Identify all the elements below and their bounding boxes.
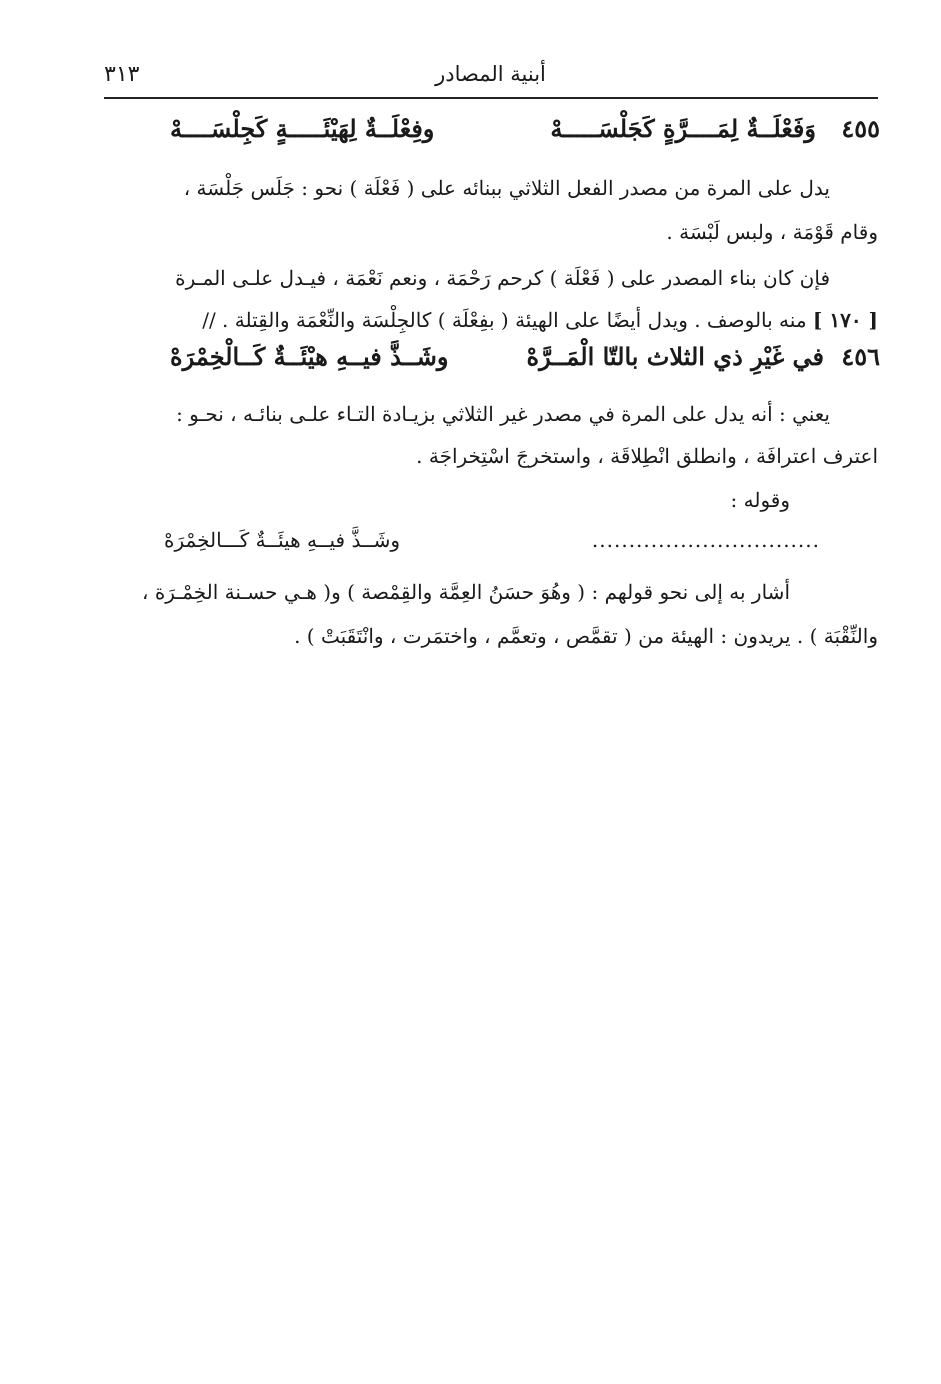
verse-number: ٤٥٥: [841, 114, 880, 143]
running-header: [104, 60, 877, 98]
quoted-hemistich: وشَــذَّ فيــهِ هيئَــةٌ كَـــالخِمْرَهْ: [164, 528, 401, 552]
verse-455: [150, 114, 880, 152]
verse-first-hemistich: وَفَعْلَــةٌ لِمَــــرَّةٍ كَجَلْسَـــــهْ: [550, 114, 816, 143]
verse-456: [150, 342, 880, 380]
para-2-line-2-text: منه بالوصف . ويدل أيضًا على الهيئة ( بفِعْلَة ) كالجِلْسَة والنِّعْمَة والقِتلة . //: [202, 308, 807, 332]
ellipsis-placeholder: ...............................: [591, 528, 820, 552]
para-4-line-2: والنِّقْبَة ) . يريدون : الهيئة من ( تقمَّص ، وتعمَّم ، واختمَرت ، وانْتَقَبَتْ ) .: [294, 624, 878, 648]
para-1-line-2: وقام قَوْمَة ، ولبس لَبْسَة .: [666, 220, 878, 244]
para-2-line-1: فإن كان بناء المصدر على ( فَعْلَة ) كرحم رَحْمَة ، ونعم نَعْمَة ، فيـدل علـى المـرة: [175, 266, 830, 290]
para-3-line-1: يعني : أنه يدل على المرة في مصدر غير الثلاثي بزيـادة التـاء علـى بنائـه ، نحـو :: [176, 402, 830, 426]
para-4-line-1: أشار به إلى نحو قولهم : ( وهُوَ حسَنُ العِمَّة والقِمْصة ) و( هـي حسـنة الخِمْـرَة ،: [142, 580, 790, 604]
header-rule: [104, 97, 878, 99]
quoted-verse: [150, 528, 820, 564]
verse-number: ٤٥٦: [841, 342, 880, 371]
para-1-line-1: يدل على المرة من مصدر الفعل الثلاثي ببنائه على ( فَعْلَة ) نحو : جَلَس جَلْسَة ،: [183, 176, 830, 200]
page-marker: [ ١٧٠ ]: [812, 308, 878, 332]
para-3-line-2: اعترف اعترافَة ، وانطلق انْطِلاقَة ، واستخرجَ اسْتِخراجَة .: [416, 444, 878, 468]
verse-second-hemistich: وشَــذَّ فيــهِ هيْئَــةٌ كَــالْخِمْرَهْ: [170, 342, 449, 371]
page-number: ٣١٣: [104, 62, 140, 87]
verse-first-hemistich: في غَيْرِ ذي الثلاث بالتّا الْمَــرَّهْ: [526, 342, 824, 371]
quote-intro: وقوله :: [730, 488, 790, 512]
header-title: أبنية المصادر: [435, 62, 546, 86]
para-2-line-2: [104, 300, 878, 340]
verse-second-hemistich: وفِعْلَــةٌ لِهَيْئَـــــةٍ كَجِلْسَــــهْ: [170, 114, 435, 143]
